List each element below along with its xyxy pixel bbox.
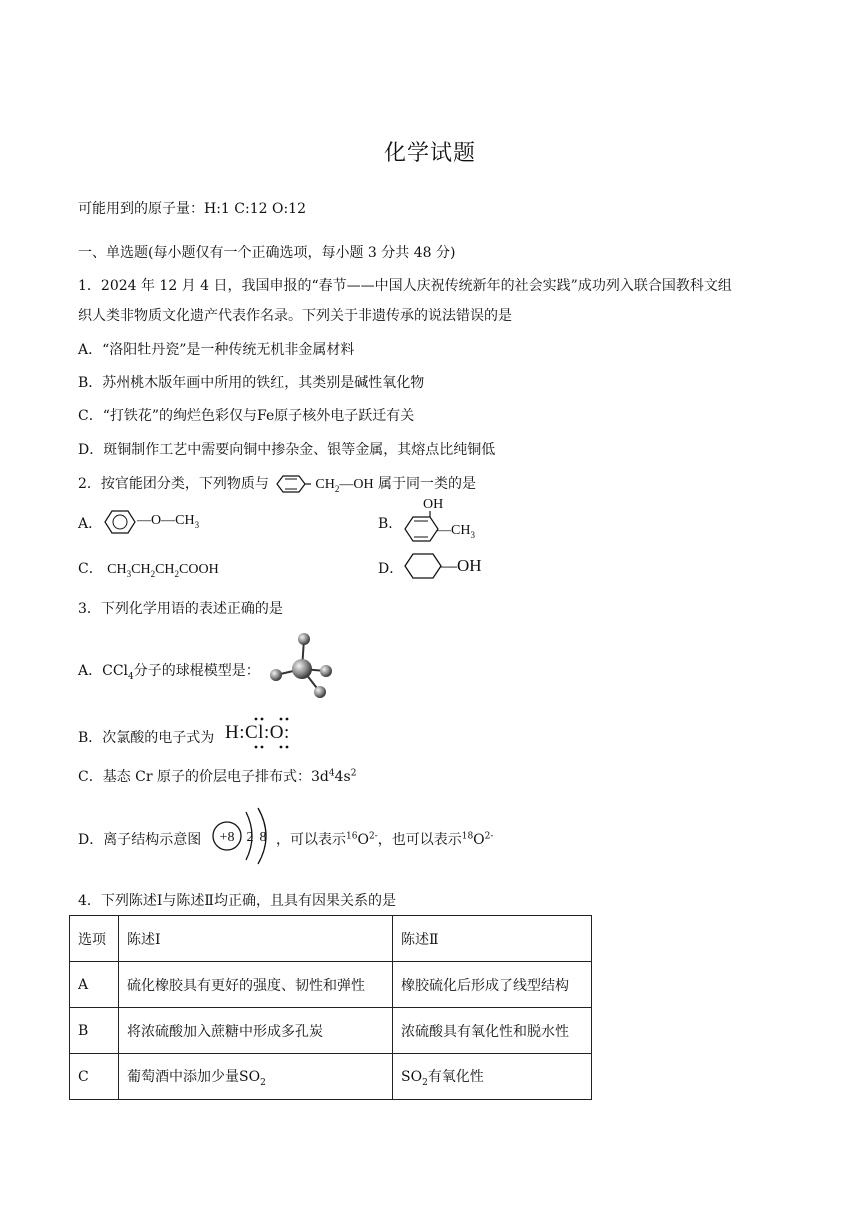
row-c-s1-sub: 2 <box>260 1077 266 1088</box>
table-cell-option: B <box>70 1008 119 1054</box>
q2-option-b-oh: OH <box>423 497 444 512</box>
q2-c-sub-1: 3 <box>126 568 132 579</box>
q2-ref-ch2 <box>315 477 373 492</box>
q2-ref-sub: 2 <box>334 483 340 494</box>
q1-option-b: B．苏州桃木版年画中所用的铁红，其类别是碱性氧化物 <box>78 375 425 391</box>
q2-option-b <box>378 513 402 533</box>
q3-opt-d-text: D．离子结构示意图 <box>78 832 202 848</box>
table-cell-option: A <box>70 962 119 1008</box>
q3-iso2: O <box>473 832 485 848</box>
q3-iso1-mass: 16 <box>346 831 358 842</box>
table-row <box>70 1008 592 1054</box>
nucleus-charge: +8 <box>219 830 235 845</box>
q3-option-a <box>78 660 260 682</box>
table-cell-statement1: 将浓硫酸加入蔗糖中形成多孔炭 <box>119 1008 393 1054</box>
q2-option-b-ch: —CH <box>437 523 471 538</box>
lone-pair-dots <box>250 716 300 752</box>
butanoic-acid-formula <box>107 562 219 577</box>
q2-option-c <box>78 558 219 579</box>
row-c-s1: 葡萄酒中添加少量SO <box>127 1068 261 1085</box>
q2-option-a-sub: 3 <box>194 519 200 530</box>
shell-2-count: 8 <box>259 830 267 845</box>
table-row <box>70 962 592 1008</box>
table-cell-statement2: 浓硫酸具有氧化性和脱水性 <box>393 1008 592 1054</box>
q2-option-d-label: D． <box>378 561 404 577</box>
table-cell-statement1 <box>119 1054 393 1100</box>
q2-stem <box>78 473 476 495</box>
q3-option-b <box>78 727 214 747</box>
q2-ref-ch: CH <box>315 477 335 492</box>
q1-stem-line1: 1．2024 年 12 月 4 日，我国申报的“春节——中国人庆祝传统新年的社会实践”成功列入联合国教科文组 <box>78 278 732 294</box>
q2-option-a <box>78 513 102 533</box>
q3-option-d <box>78 829 201 849</box>
q3-iso2-charge: 2- <box>484 831 494 842</box>
table-header-row <box>70 916 592 962</box>
q1-option-c: C．“打铁花”的绚烂色彩仅与Fe原子核外电子跃迁有关 <box>78 408 415 424</box>
q2-c-ch-2: CH <box>131 562 151 577</box>
q3-option-d-rest <box>276 829 493 849</box>
q2-c-ch-1: CH <box>107 562 127 577</box>
q2-option-b-ch3 <box>437 523 475 540</box>
row-c-s2-sub: 2 <box>422 1077 428 1088</box>
q3-opt-c-mid: 4s <box>334 769 351 785</box>
q2-stem-before: 2．按官能团分类，下列物质与 <box>78 476 269 492</box>
q3-iso1-charge: 2- <box>368 831 378 842</box>
q4-table <box>69 915 592 1100</box>
atomic-mass-line: 可能用到的原子量：H:1 C:12 O:12 <box>78 201 306 217</box>
ion-structure-diagram <box>206 806 276 868</box>
q2-option-b-label: B． <box>378 516 403 532</box>
q2-c-ch-3: CH <box>155 562 175 577</box>
q4-stem: 4．下列陈述Ⅰ与陈述Ⅱ均正确，且具有因果关系的是 <box>78 893 396 909</box>
table-cell-statement2: 橡胶硫化后形成了线型结构 <box>393 962 592 1008</box>
q3-opt-a-text: A．CCl <box>78 663 129 679</box>
q2-c-cooh: COOH <box>179 562 219 577</box>
q2-option-a-label: A． <box>78 516 103 532</box>
hclo-electron-formula: H:Cl:O: <box>225 722 290 743</box>
table-header-cell: 选项 <box>70 916 119 962</box>
q2-ref-oh: —OH <box>339 477 374 492</box>
q3-opt-d-text2: ，也可以表示 <box>377 832 462 848</box>
table-header-cell: 陈述Ⅱ <box>393 916 592 962</box>
table-cell-statement2 <box>393 1054 592 1100</box>
q3-option-c <box>78 766 356 786</box>
q2-option-a-group <box>137 513 199 530</box>
q3-stem: 3．下列化学用语的表述正确的是 <box>78 601 283 617</box>
row-c-s2: SO <box>401 1068 423 1085</box>
table-cell-option: C <box>70 1054 119 1100</box>
q2-option-c-label: C． <box>78 561 103 577</box>
row-c-s2-after: 有氧化性 <box>427 1068 484 1085</box>
q3-opt-c-sup2: 2 <box>350 768 357 779</box>
q3-iso2-mass: 18 <box>461 831 474 842</box>
q2-stem-after: 属于同一类的是 <box>378 476 477 492</box>
q2-c-sub-3: 2 <box>174 568 180 579</box>
page-title: 化学试题 <box>383 141 476 166</box>
q2-option-b-sub: 3 <box>470 529 475 540</box>
q3-opt-d-text1: ，可以表示 <box>276 832 346 848</box>
q3-opt-b-text: B．次氯酸的电子式为 <box>78 730 215 746</box>
q3-opt-a-after: 分子的球棍模型是： <box>133 663 260 679</box>
q2-option-d-oh: —OH <box>440 556 482 575</box>
q2-option-a-o: —O—CH <box>137 513 195 528</box>
q2-option-d <box>378 558 403 578</box>
q3-iso1: O <box>357 832 369 848</box>
table-cell-statement1: 硫化橡胶具有更好的强度、韧性和弹性 <box>119 962 393 1008</box>
section-heading: 一、单选题(每小题仅有一个正确选项，每小题 3 分共 48 分) <box>78 245 456 261</box>
q1-option-a: A．“洛阳牡丹瓷”是一种传统无机非金属材料 <box>78 342 355 358</box>
table-row <box>70 1054 592 1100</box>
q3-opt-c-sup1: 4 <box>328 768 335 779</box>
table-header-cell: 陈述Ⅰ <box>119 916 393 962</box>
shell-1-count: 2 <box>246 830 254 845</box>
q3-opt-c-text: C．基态 Cr 原子的价层电子排布式：3d <box>78 769 329 785</box>
q3-opt-a-sub: 4 <box>128 671 134 682</box>
q1-option-d: D．斑铜制作工艺中需要向铜中掺杂金、银等金属，其熔点比纯铜低 <box>78 442 496 458</box>
q1-stem-line2: 织人类非物质文化遗产代表作名录。下列关于非遗传承的说法错误的是 <box>78 308 512 324</box>
ccl4-ball-stick-model <box>265 630 340 702</box>
q2-c-sub-2: 2 <box>150 568 156 579</box>
